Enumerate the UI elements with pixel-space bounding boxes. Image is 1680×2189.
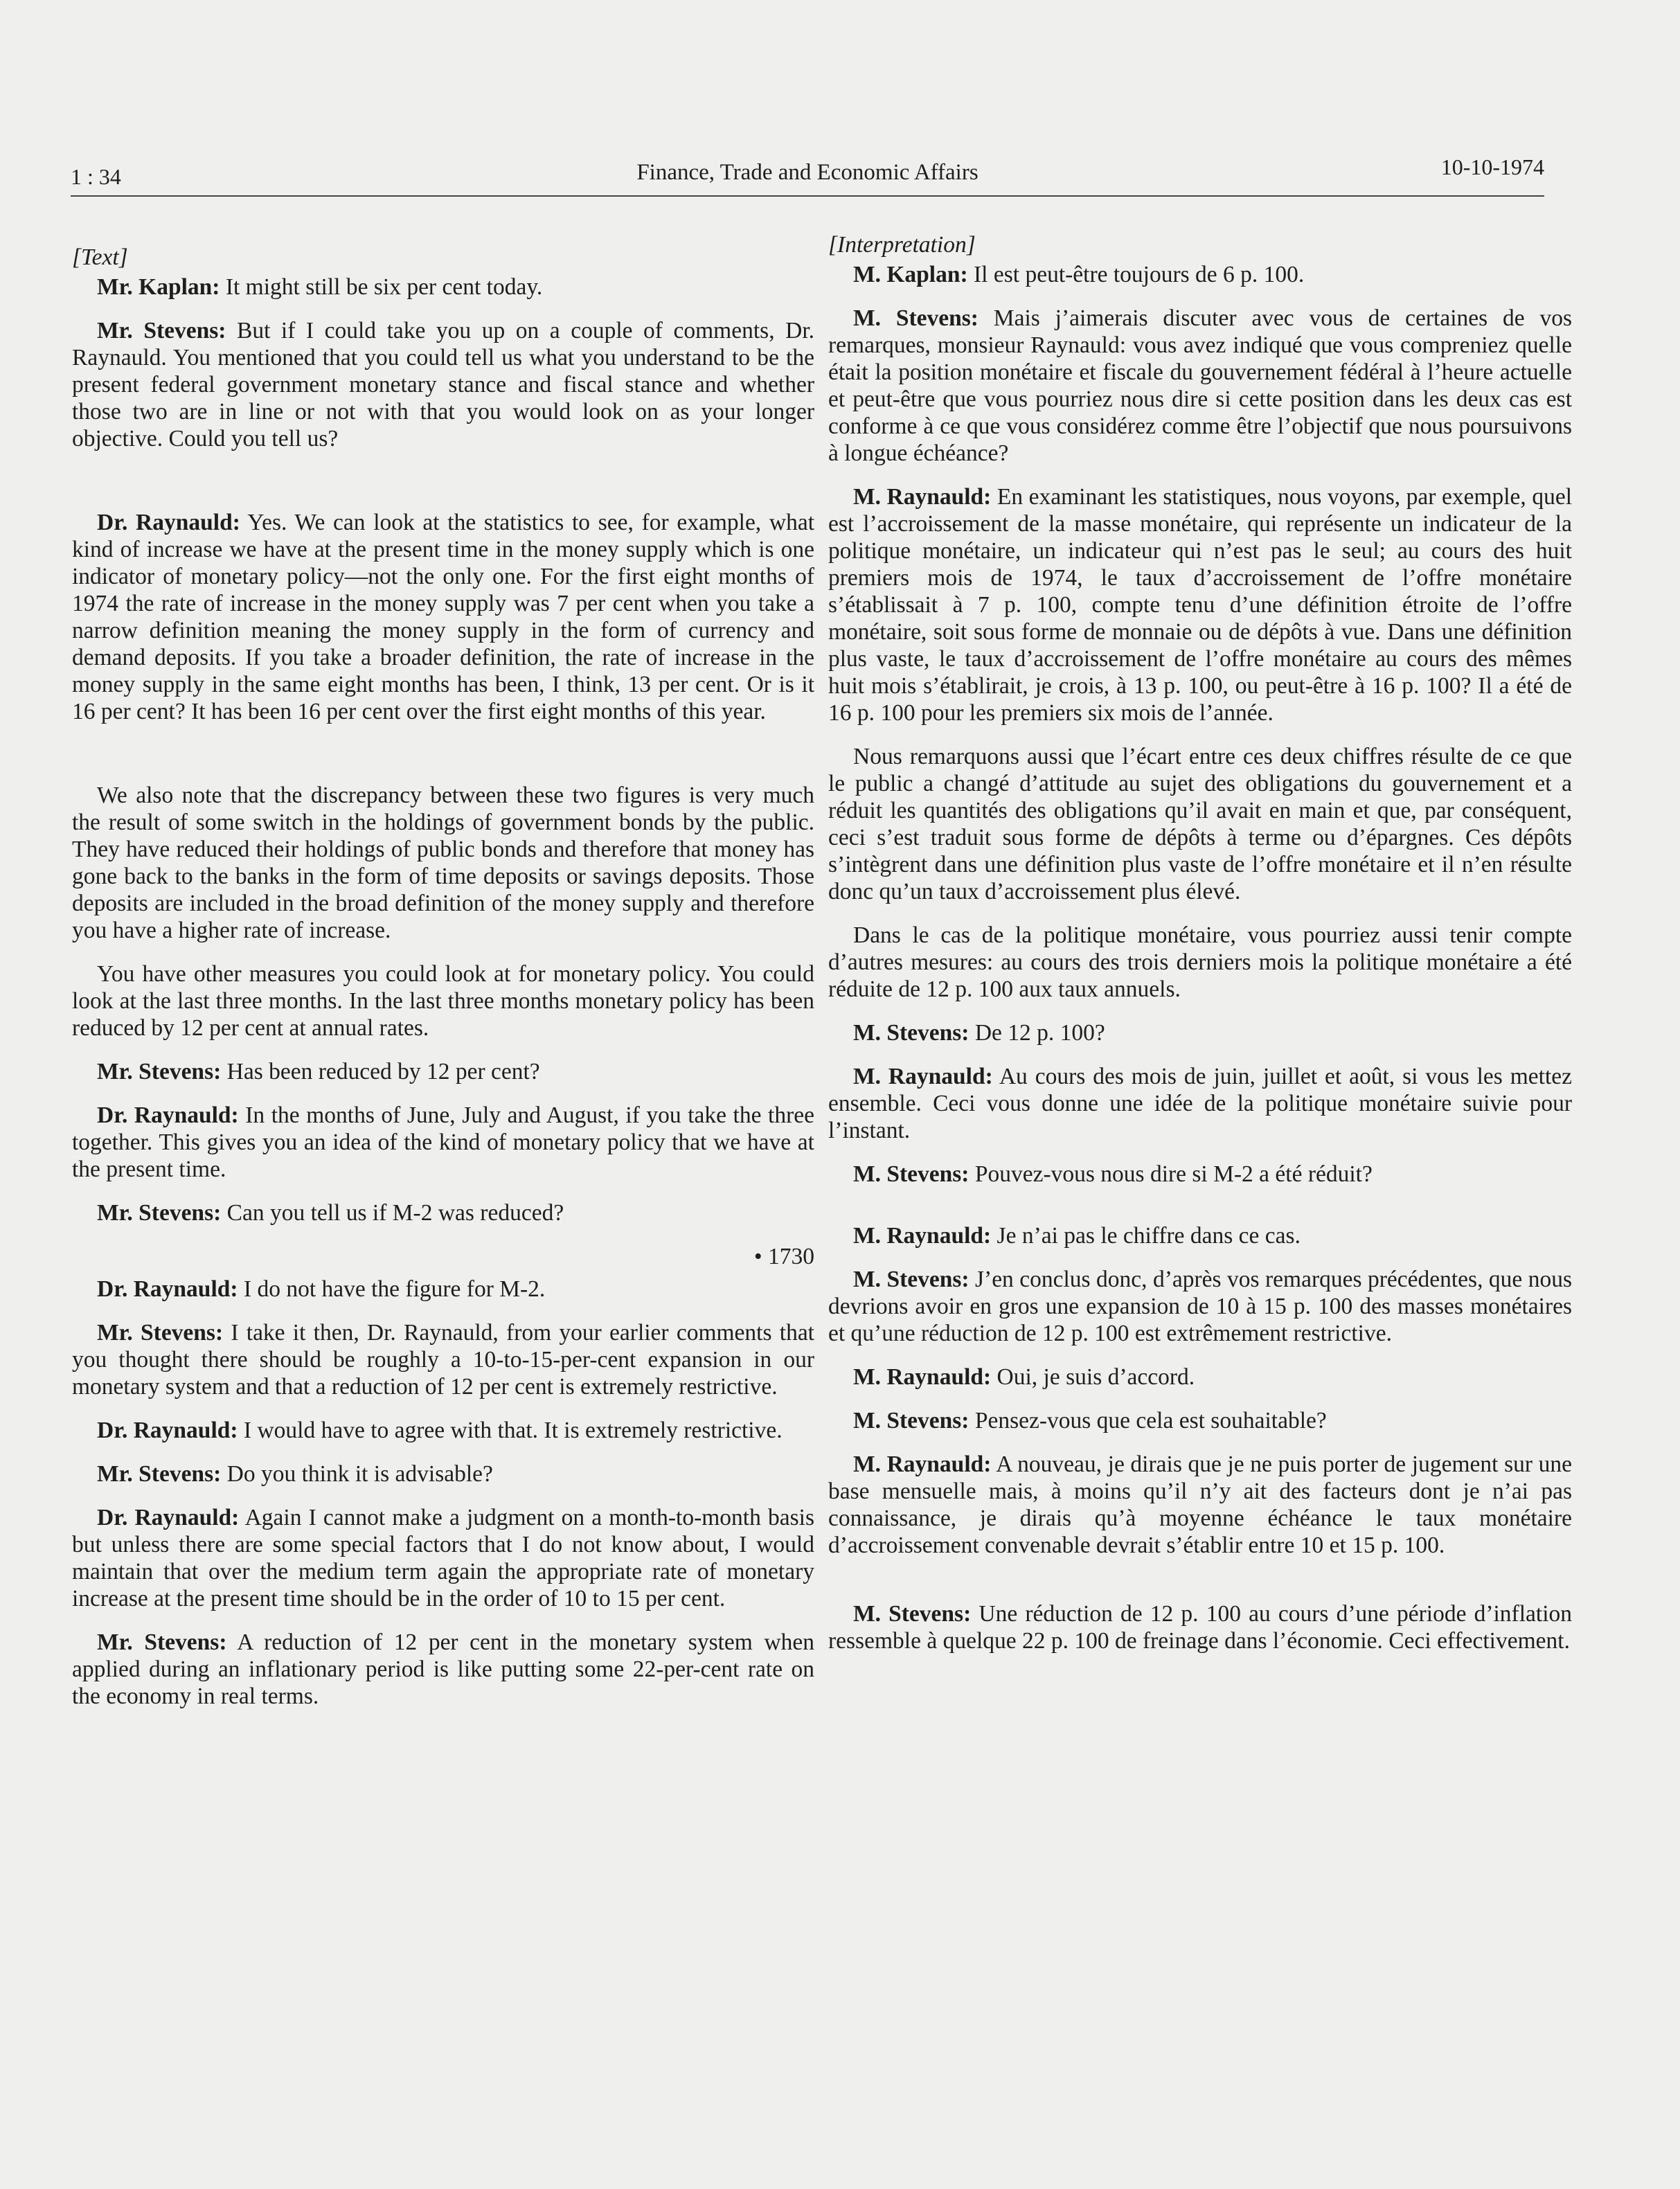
speaker-name: Mr. Stevens:	[97, 1461, 222, 1487]
paragraph-text: We also note that the discrepancy between these two figures is very much the result of some switch in the holdings of government bonds by the public. They have reduced their holdings of public bonds and therefore that money has gone back to the banks in the form of time deposits or savings deposits. Those deposits are included in the broad definition of the money supply and therefore you have a higher rate of increase.	[72, 783, 814, 943]
paragraph-text: Again I cannot make a judgment on a month-to-month basis but unless there are some special factors that I do not know about, I would maintain that over the medium term again the appropriate rate of monetary increase at the present time should be in the order of 10 to 15 per cent.	[72, 1505, 814, 1611]
paragraph	[828, 1161, 1572, 1188]
speaker-name: Mr. Stevens:	[97, 1059, 222, 1084]
speaker-name: Mr. Stevens:	[97, 1629, 227, 1655]
paragraph	[72, 1460, 814, 1487]
paragraph-text: De 12 p. 100?	[969, 1020, 1105, 1046]
paragraph	[828, 1407, 1572, 1434]
speaker-name: M. Stevens:	[853, 1161, 969, 1187]
paragraph-text: Pensez-vous que cela est souhaitable?	[969, 1408, 1327, 1433]
paragraph	[72, 1199, 814, 1226]
paragraph	[72, 317, 814, 452]
paragraph	[72, 782, 814, 944]
paragraph-text: Yes. We can look at the statistics to see, for example, what kind of increase we have at the present time in the money supply which is one indicator of monetary policy—not the only one. For the first eight months of 1974 the rate of increase in the money supply was 7 per cent when you take a narrow definition meaning the money supply in the form of currency and demand deposits. If you take a broader definition, the rate of increase in the money supply in the same eight months has been, I think, 13 per cent. Or is it 16 per cent? It has been 16 per cent over the first eight months of this year.	[72, 510, 814, 724]
speaker-name: M. Stevens:	[853, 305, 978, 331]
paragraph	[72, 274, 814, 301]
paragraph-text: Can you tell us if M-2 was reduced?	[221, 1200, 564, 1226]
speaker-name: Dr. Raynauld:	[97, 1505, 240, 1530]
paragraph-text: In the months of June, July and August, if you take the three together. This gives you an idea of the kind of monetary policy that we have at the present time.	[72, 1102, 814, 1182]
paragraph-text: Au cours des mois de juin, juillet et août, si vous les mettez ensemble. Ceci vous donne une idée de la politique monétaire suivie pour l’instant.	[828, 1064, 1572, 1143]
running-title: Finance, Trade and Economic Affairs	[636, 160, 978, 185]
paragraph-text: Has been reduced by 12 per cent?	[221, 1059, 540, 1084]
paragraph-text: A nouveau, je dirais que je ne puis porter de jugement sur une base mensuelle mais, à moins qu’il n’y ait des facteurs dont je n’ai pas connaissance, je dirais qu’à moyenne échéance le taux monétaire d’accroissement convenable devrait s’établir entre 10 et 15 p. 100.	[828, 1451, 1572, 1558]
paragraph	[828, 1222, 1572, 1249]
paragraph-text: Pouvez-vous nous dire si M-2 a été réduit?	[969, 1161, 1373, 1187]
paragraph-text: It might still be six per cent today.	[220, 274, 543, 300]
language-label: [Interpretation]	[828, 232, 976, 258]
paragraph-text: I do not have the figure for M-2.	[238, 1276, 546, 1302]
speaker-name: Mr. Stevens:	[97, 318, 226, 343]
speaker-name: Dr. Raynauld:	[97, 1102, 239, 1128]
paragraph	[828, 1063, 1572, 1144]
paragraph-text: But if I could take you up on a couple of comments, Dr. Raynauld. You mentioned that you could tell us what you understand to be the present federal government monetary stance and fiscal stance and whether those two are in line or not with that you would look on as your longer objective. Could you tell us?	[72, 318, 814, 452]
paragraph	[828, 1600, 1572, 1654]
header-date: 10-10-1974	[1440, 154, 1544, 179]
paragraph-text: Do you think it is advisable?	[221, 1461, 493, 1487]
paragraph-text: Je n’ai pas le chiffre dans ce cas.	[991, 1223, 1301, 1249]
paragraph-text: J’en conclus donc, d’après vos remarques précédentes, que nous devrions avoir en gros une expansion de 10 à 15 p. 100 des masses monétaires et qu’une réduction de 12 p. 100 est extrêmement restrictive.	[828, 1267, 1572, 1346]
paragraph-text: En examinant les statistiques, nous voyons, par exemple, quel est l’accroissement de la masse monétaire, qui représente un indicateur de la politique monétaire, un indicateur qui n’est pas le seul; au cours des huit premiers mois de 1974, le taux d’accroissement de l’offre monétaire s’établissait à 7 p. 100, compte tenu d’une définition étroite de l’offre monétaire, soit sous forme de monnaie ou de dépôts à vue. Dans une définition plus vaste, le taux d’accroissement de l’offre monétaire au cours des mêmes huit mois s’établirait, je crois, à 13 p. 100, ou peut-être à 16 p. 100? Il a été de 16 p. 100 pour les premiers six mois de l’année.	[828, 484, 1573, 726]
speaker-name: Dr. Raynauld:	[97, 1276, 238, 1302]
page-header	[71, 147, 1544, 197]
speaker-name: Mr. Stevens:	[97, 1320, 224, 1346]
paragraph	[72, 1629, 814, 1710]
speaker-name: Mr. Kaplan:	[97, 274, 220, 300]
time-marker: • 1730	[753, 1244, 814, 1269]
paragraph	[828, 1019, 1572, 1046]
paragraph-text: I take it then, Dr. Raynauld, from your earlier comments that you thought there should be roughly a 10-to-15-per-cent expansion in our monetary system and that a reduction of 12 per cent is extremely restrictive.	[72, 1320, 814, 1400]
paragraph	[828, 743, 1572, 905]
paragraph	[72, 1102, 814, 1183]
speaker-name: M. Stevens:	[853, 1601, 972, 1627]
english-column	[72, 244, 814, 1726]
paragraph-text: Mais j’aimerais discuter avec vous de certaines de vos remarques, monsieur Raynauld: vous avez indiqué que vous compreniez quelle était la position monétaire et fiscale du gouvernement fédéral à l’heure actuelle et peut-être que vous pourriez nous dire si cette position dans les deux cas est conforme à ce que vous considérez comme être l’objectif que nous poursuivons à longue échéance?	[828, 305, 1573, 466]
speaker-name: M. Raynauld:	[853, 1451, 992, 1477]
paragraph-text: I would have to agree with that. It is extremely restrictive.	[238, 1418, 783, 1443]
paragraph	[828, 305, 1572, 467]
paragraph-text: Une réduction de 12 p. 100 au cours d’une période d’inflation ressemble à quelque 22 p. 100 de freinage dans l’économie. Ceci effectivement.	[828, 1601, 1572, 1654]
spacer	[828, 1575, 1572, 1600]
speaker-name: M. Stevens:	[853, 1020, 969, 1046]
speaker-name: M. Kaplan:	[853, 262, 968, 287]
spacer	[828, 1204, 1572, 1222]
paragraph	[72, 509, 814, 725]
page-number: 1 : 34	[71, 164, 121, 189]
paragraph	[828, 1364, 1572, 1391]
speaker-name: Dr. Raynauld:	[97, 510, 240, 535]
paragraph-text: Nous remarquons aussi que l’écart entre ces deux chiffres résulte de ce que le public a changé d’attitude au sujet des obligations du gouvernement et a réduit les quantités des obligations qu’il avait en main et que, par conséquent, ceci s’est traduit sous forme de dépôts à terme ou d’épargnes. Ces dépôts s’intègrent dans une définition plus vaste de l’offre monétaire et il n’en résulte donc qu’un taux d’accroissement plus élevé.	[828, 744, 1572, 904]
paragraph	[72, 1058, 814, 1085]
paragraph-text: A reduction of 12 per cent in the monetary system when applied during an inflationary period is like putting some 22-per-cent rate on the economy in real terms.	[72, 1629, 815, 1709]
spacer	[72, 742, 814, 782]
paragraph	[72, 1417, 814, 1444]
paragraph-text: You have other measures you could look at for monetary policy. You could look at the last three months. In the last three months monetary policy has been reduced by 12 per cent at annual rates.	[72, 961, 814, 1041]
paragraph	[72, 1276, 814, 1303]
speaker-name: Dr. Raynauld:	[97, 1418, 238, 1443]
speaker-name: M. Stevens:	[853, 1408, 969, 1433]
paragraph-text: Il est peut-être toujours de 6 p. 100.	[967, 262, 1305, 287]
paragraph	[72, 1319, 814, 1400]
speaker-name: Mr. Stevens:	[97, 1200, 222, 1226]
paragraph	[828, 1266, 1572, 1347]
speaker-name: M. Raynauld:	[853, 1364, 992, 1390]
paragraph	[72, 961, 814, 1042]
french-column	[828, 231, 1572, 1671]
speaker-name: M. Raynauld:	[853, 484, 992, 510]
paragraph	[72, 1504, 814, 1612]
paragraph	[828, 1451, 1572, 1559]
paragraph	[828, 922, 1572, 1003]
language-label: [Text]	[72, 244, 128, 270]
paragraph	[828, 483, 1572, 726]
paragraph-text: Oui, je suis d’accord.	[991, 1364, 1195, 1390]
speaker-name: M. Stevens:	[853, 1267, 969, 1292]
speaker-name: M. Raynauld:	[853, 1223, 992, 1249]
paragraph	[828, 261, 1572, 288]
paragraph-text: Dans le cas de la politique monétaire, vous pourriez aussi tenir compte d’autres mesures: au cours des trois derniers mois la politique monétaire a été réduite de 12 p. 100 aux taux annuels.	[828, 922, 1572, 1002]
speaker-name: M. Raynauld:	[853, 1064, 993, 1089]
spacer	[72, 469, 814, 509]
